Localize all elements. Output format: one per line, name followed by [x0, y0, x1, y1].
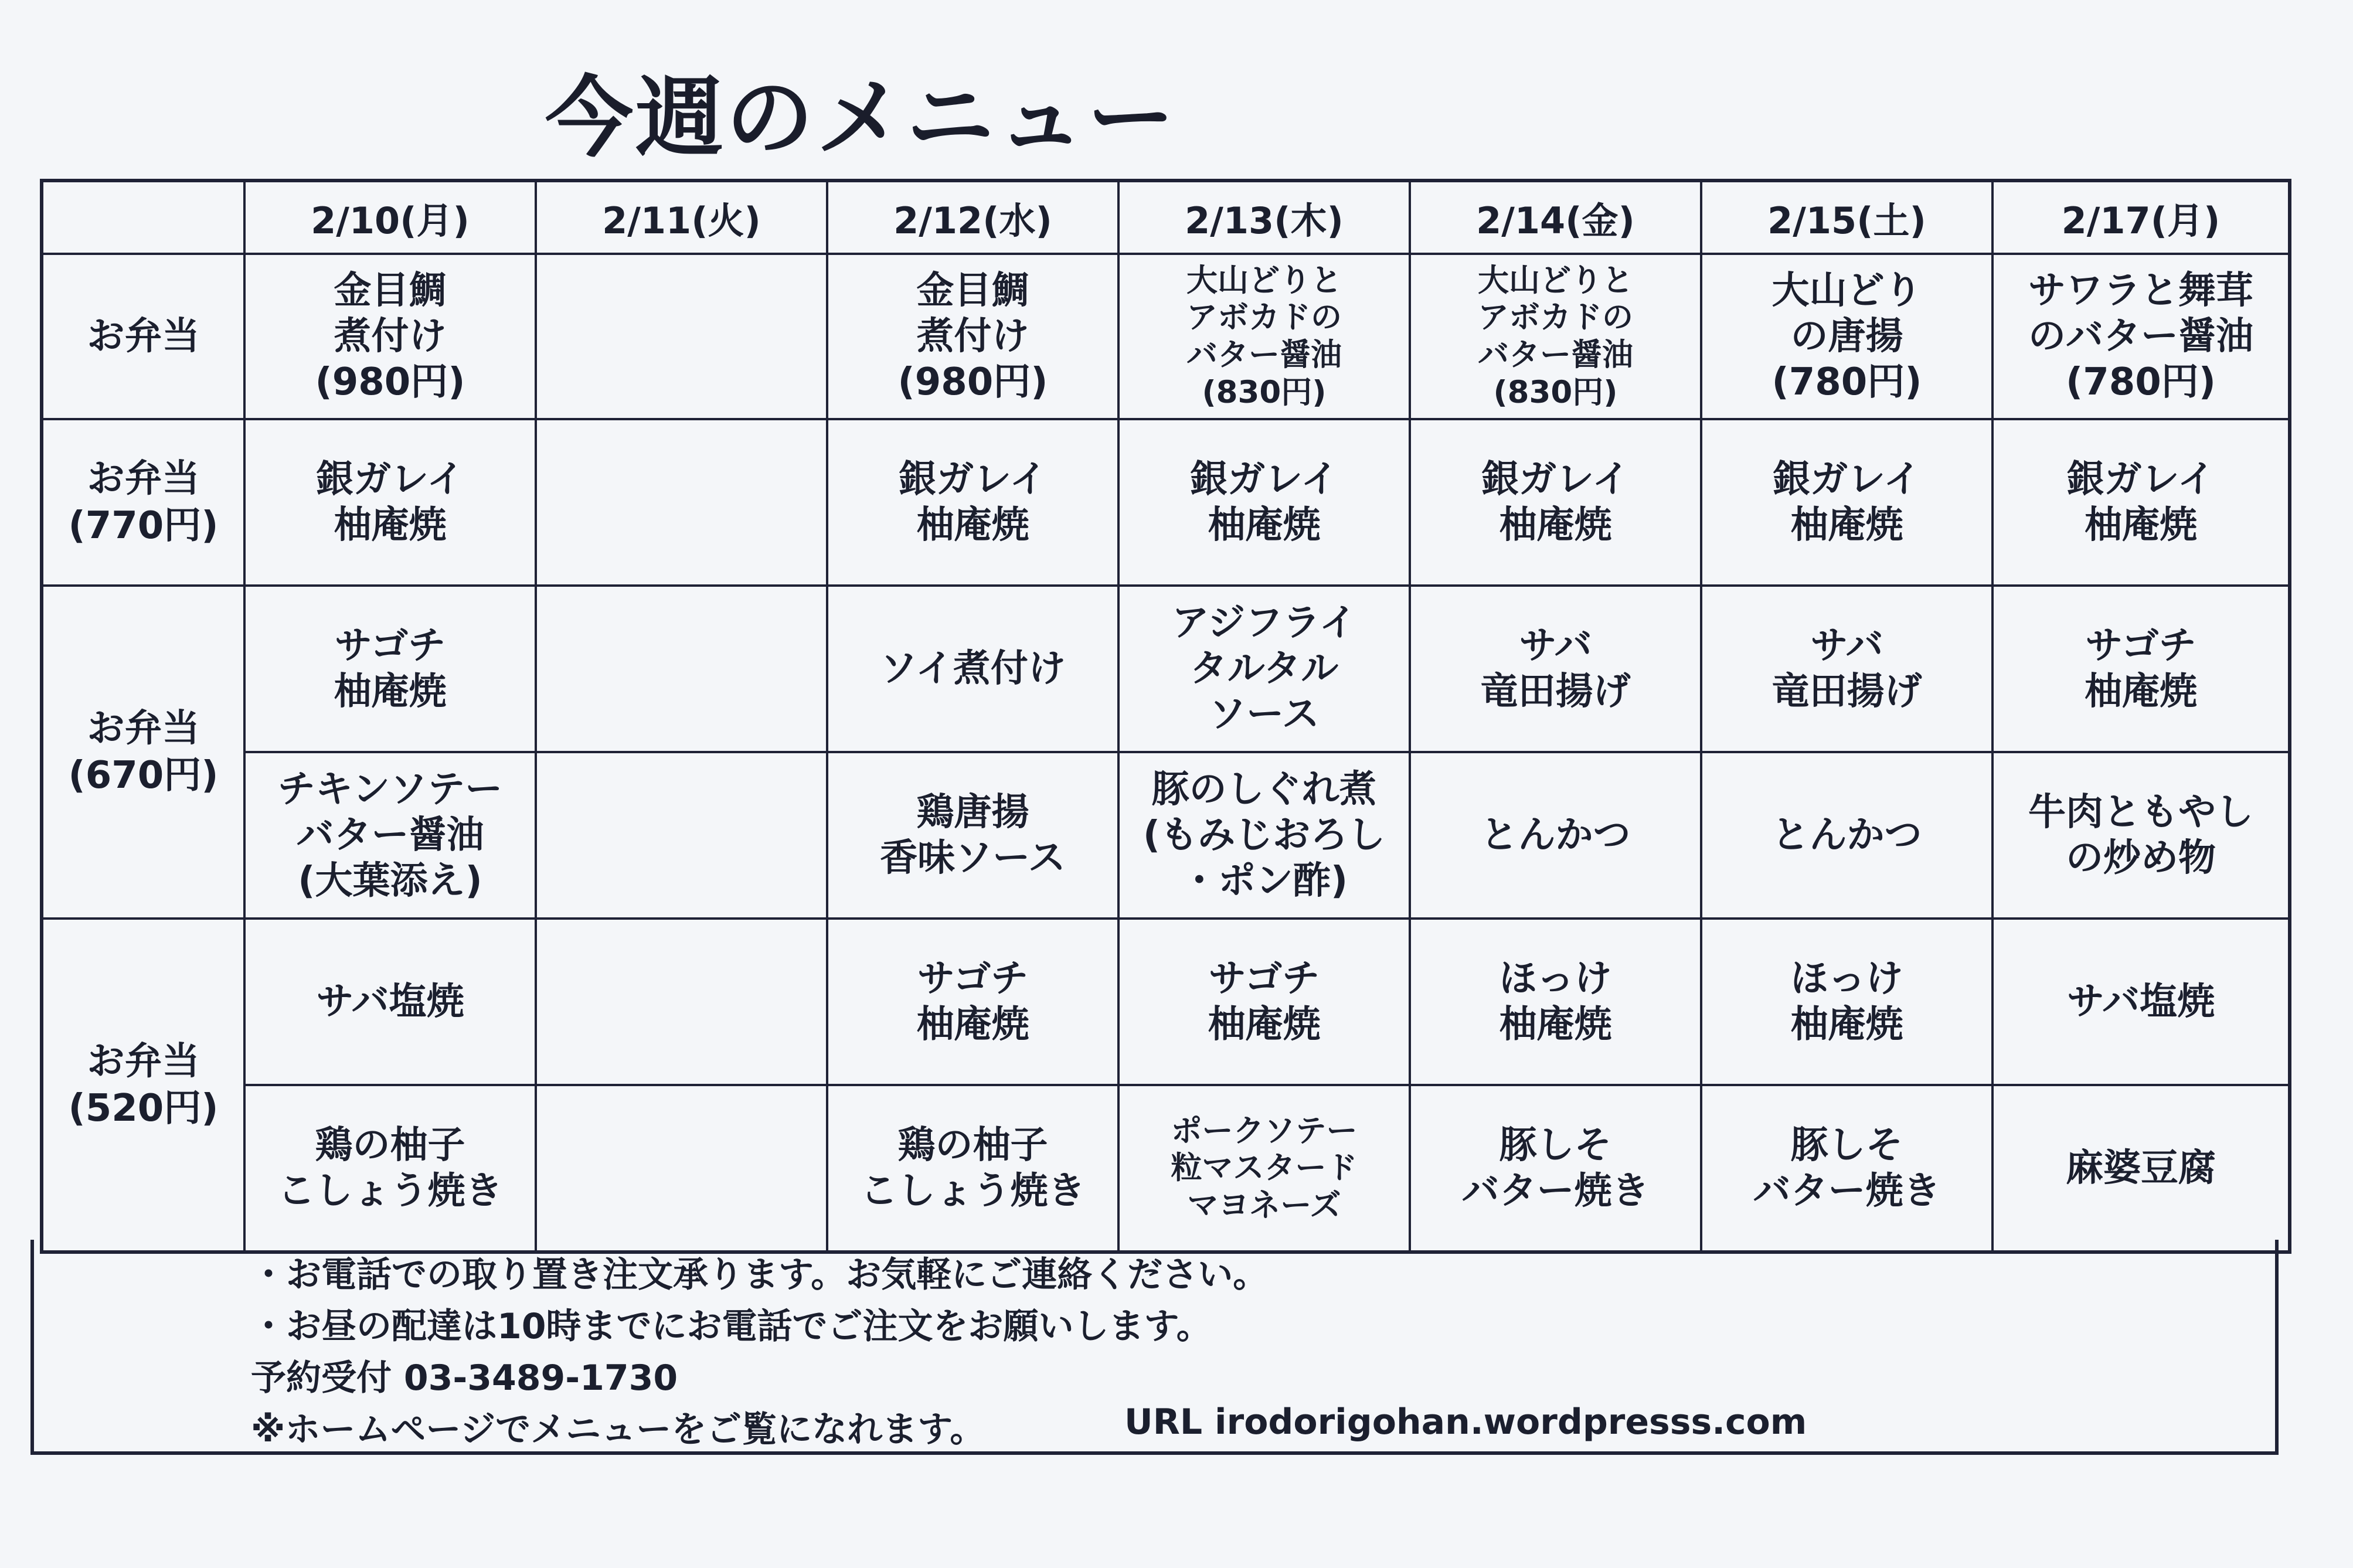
menu-cell: [1701, 586, 1992, 752]
header-row: [42, 181, 2290, 254]
menu-item-text: 豚のしぐれ煮 (もみじおろし ・ポン酢): [1143, 767, 1386, 903]
homepage-url: URL irodorigohan.wordpresss.com: [1124, 1402, 1807, 1443]
date-header: 2/12(水): [827, 181, 1118, 254]
menu-item-text: サゴチ 柚庵焼: [2085, 624, 2197, 713]
date-header: 2/11(火): [536, 181, 827, 254]
menu-item-text: アジフライ タルタル ソース: [1171, 601, 1357, 737]
menu-table: [40, 179, 2291, 1254]
menu-item-text: サバ 竜田揚げ: [1771, 624, 1922, 713]
page-title: 今週のメニュー: [545, 67, 1178, 169]
menu-cell: [1410, 254, 1701, 419]
menu-cell: [536, 1085, 827, 1252]
menu-cell: [1410, 586, 1701, 752]
menu-cell: [1118, 752, 1410, 919]
menu-item-text: 大山どりと アボカドの バター醤油 (830円): [1478, 262, 1633, 410]
menu-item-text: 大山どりと アボカドの バター醤油 (830円): [1186, 262, 1342, 410]
menu-cell: [1118, 586, 1410, 752]
menu-item-text: 銀ガレイ 柚庵焼: [1773, 457, 1921, 547]
menu-cell: [1118, 919, 1410, 1085]
menu-cell: [1701, 752, 1992, 919]
menu-item-text: サゴチ 柚庵焼: [916, 957, 1029, 1046]
menu-item-text: とんかつ: [1480, 813, 1631, 857]
menu-item-text: 銀ガレイ 柚庵焼: [1481, 457, 1630, 547]
menu-item-text: サバ塩焼: [2066, 979, 2215, 1023]
menu-row: [42, 254, 2290, 419]
menu-item-text: 銀ガレイ 柚庵焼: [1190, 457, 1338, 547]
menu-item-text: 牛肉ともやし の炒め物: [2028, 790, 2253, 880]
menu-cell: [1118, 419, 1410, 586]
notes-box: [30, 1240, 2279, 1455]
menu-item-text: 豚しそ バター焼き: [1461, 1123, 1650, 1213]
menu-cell: [1992, 919, 2290, 1085]
note-homepage: ※ホームページでメニューをご覧になれます。: [251, 1409, 985, 1450]
menu-cell: [536, 586, 827, 752]
date-header: 2/15(土): [1701, 181, 1992, 254]
menu-item-text: ポークソテー 粒マスタード マヨネーズ: [1171, 1113, 1358, 1223]
menu-cell: [244, 586, 536, 752]
menu-row: [42, 919, 2290, 1085]
date-header: 2/17(月): [1992, 181, 2290, 254]
menu-cell: [244, 919, 536, 1085]
menu-cell: [536, 752, 827, 919]
menu-row: [42, 419, 2290, 586]
menu-item-text: 大山どり の唐揚 (780円): [1771, 268, 1922, 404]
menu-cell: [244, 419, 536, 586]
menu-item-text: 銀ガレイ 柚庵焼: [899, 457, 1047, 547]
menu-row: [42, 1085, 2290, 1252]
row-label: お弁当 (770円): [42, 419, 244, 586]
menu-cell: [827, 919, 1118, 1085]
menu-item-text: サゴチ 柚庵焼: [334, 624, 447, 713]
menu-cell: [536, 419, 827, 586]
menu-cell: [1701, 1085, 1992, 1252]
menu-item-text: 豚しそ バター焼き: [1753, 1123, 1941, 1213]
menu-item-text: 鶏唐揚 香味ソース: [880, 790, 1066, 880]
menu-cell: [244, 254, 536, 419]
row-label: お弁当 (670円): [42, 586, 244, 919]
menu-item-text: ほっけ 柚庵焼: [1790, 957, 1903, 1046]
menu-item-text: 銀ガレイ 柚庵焼: [2066, 457, 2215, 547]
menu-cell: [536, 919, 827, 1085]
menu-item-text: ほっけ 柚庵焼: [1499, 957, 1612, 1046]
menu-item-text: 銀ガレイ 柚庵焼: [316, 457, 464, 547]
menu-cell: [1118, 1085, 1410, 1252]
menu-cell: [1701, 254, 1992, 419]
menu-cell: [1992, 1085, 2290, 1252]
menu-cell: [1701, 419, 1992, 586]
menu-cell: [1410, 419, 1701, 586]
menu-cell: [1118, 254, 1410, 419]
menu-item-text: 鶏の柚子 こしょう焼き: [860, 1123, 1086, 1213]
menu-cell: [1410, 1085, 1701, 1252]
note-reservation-number: 予約受付 03-3489-1730: [251, 1358, 678, 1399]
date-header: 2/10(月): [244, 181, 536, 254]
menu-item-text: 金目鯛 煮付け (980円): [897, 268, 1048, 404]
menu-cell: [827, 419, 1118, 586]
date-header: 2/14(金): [1410, 181, 1701, 254]
date-header: 2/13(木): [1118, 181, 1410, 254]
menu-cell: [827, 752, 1118, 919]
menu-item-text: 金目鯛 煮付け (980円): [315, 268, 465, 404]
menu-cell: [536, 254, 827, 419]
menu-cell: [1701, 919, 1992, 1085]
menu-cell: [1992, 752, 2290, 919]
menu-cell: [1992, 419, 2290, 586]
menu-item-text: サバ塩焼: [316, 979, 464, 1023]
menu-row: [42, 752, 2290, 919]
menu-row: [42, 586, 2290, 752]
menu-item-text: サバ 竜田揚げ: [1480, 624, 1631, 713]
corner-cell: [42, 181, 244, 254]
menu-cell: [827, 254, 1118, 419]
note-delivery: ・お昼の配達は10時までにお電話でご注文をお願いします。: [251, 1306, 1212, 1347]
menu-cell: [1410, 752, 1701, 919]
menu-cell: [827, 1085, 1118, 1252]
menu-cell: [244, 1085, 536, 1252]
menu-item-text: とんかつ: [1771, 813, 1922, 857]
menu-item-text: 麻婆豆腐: [2066, 1146, 2216, 1190]
menu-item-text: サワラと舞茸 のバター醤油 (780円): [2028, 268, 2253, 404]
menu-item-text: チキンソテー バター醤油 (大葉添え): [277, 767, 503, 903]
row-label: お弁当 (520円): [42, 919, 244, 1252]
menu-cell: [1992, 254, 2290, 419]
menu-item-text: サゴチ 柚庵焼: [1208, 957, 1321, 1046]
menu-cell: [244, 752, 536, 919]
menu-item-text: 鶏の柚子 こしょう焼き: [277, 1123, 503, 1213]
menu-item-text: ソイ煮付け: [880, 647, 1066, 691]
row-label: お弁当: [42, 254, 244, 419]
note-phone-reservation: ・お電話での取り置き注文承ります。お気軽にご連絡ください。: [251, 1254, 1269, 1295]
menu-cell: [1992, 586, 2290, 752]
menu-cell: [1410, 919, 1701, 1085]
menu-cell: [827, 586, 1118, 752]
